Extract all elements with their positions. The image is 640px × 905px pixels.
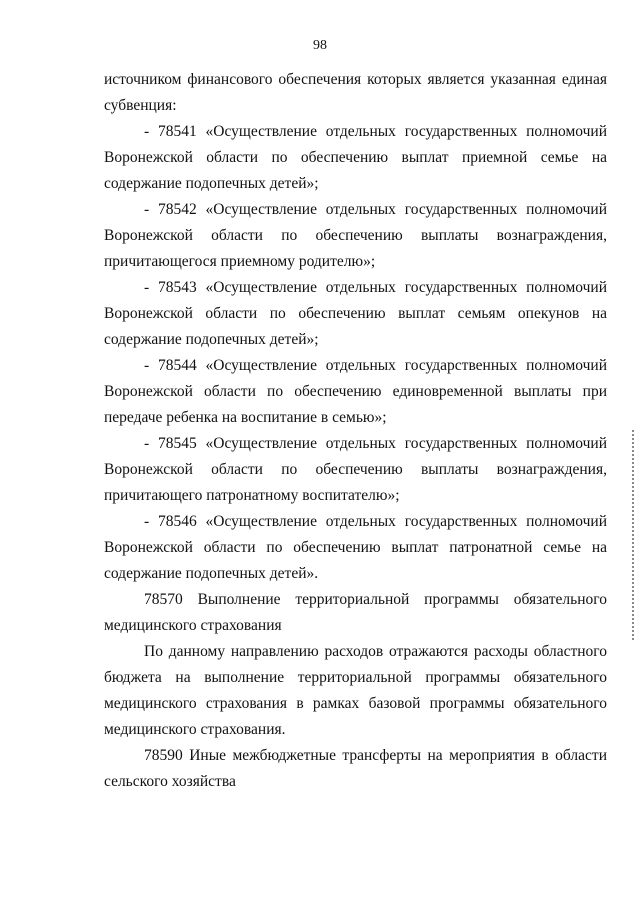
document-body [104,67,607,795]
paragraph-78570-description: По данному направлению расходов отражаются расходы областного бюджета на выполнение территориальной программы обязательного медицинского страхования в рамках базовой программы обязательного медицинского страхования. [104,643,607,738]
paragraph-78545: - 78545 «Осуществление отдельных государственных полномочий Воронежской области по обеспечению выплаты вознаграждения, причитающего патронатному воспитателю»; [104,435,607,504]
scan-edge-mark [632,430,638,640]
heading-78570: 78570 Выполнение территориальной программы обязательного медицинского страхования [104,591,607,634]
paragraph-78542: - 78542 «Осуществление отдельных государственных полномочий Воронежской области по обеспечению выплаты вознаграждения, причитающегося приемному родителю»; [104,201,607,270]
page-number: 98 [313,38,327,53]
paragraph-78546: - 78546 «Осуществление отдельных государственных полномочий Воронежской области по обеспечению выплат патронатной семье на содержание подопечных детей». [104,513,607,582]
paragraph-78544: - 78544 «Осуществление отдельных государственных полномочий Воронежской области по обеспечению единовременной выплаты при передаче ребенка на воспитание в семью»; [104,357,607,426]
heading-78590: 78590 Иные межбюджетные трансферты на мероприятия в области сельского хозяйства [104,747,607,790]
paragraph-78543: - 78543 «Осуществление отдельных государственных полномочий Воронежской области по обеспечению выплат семьям опекунов на содержание подопечных детей»; [104,279,607,348]
paragraph-78541: - 78541 «Осуществление отдельных государственных полномочий Воронежской области по обеспечению выплат приемной семье на содержание подопечных детей»; [104,123,607,192]
paragraph-intro: источником финансового обеспечения которых является указанная единая субвенция: [104,71,607,114]
